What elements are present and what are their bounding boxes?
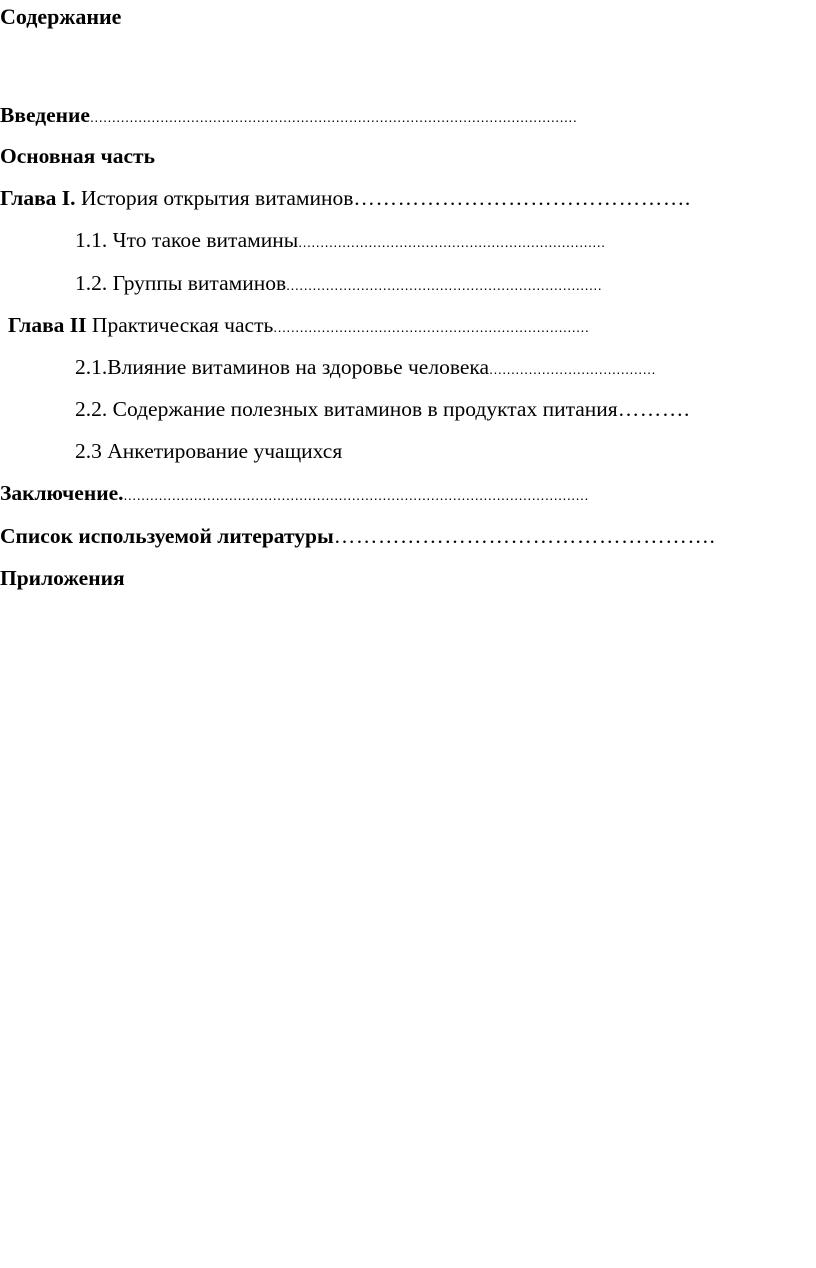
dot-leader: .......................................................................................................... xyxy=(123,487,589,503)
dot-leader: ............................................................................................................... xyxy=(89,109,578,125)
toc-entry-chapter-1 xyxy=(0,183,691,213)
toc-entry-bibliography xyxy=(0,521,715,551)
entry-heading: Основная часть xyxy=(0,144,155,168)
toc-entry-1-1 xyxy=(75,225,606,257)
entry-heading: Список используемой литературы xyxy=(0,524,334,548)
dot-leader: ........................................................................ xyxy=(273,319,590,335)
toc-entry-1-2 xyxy=(75,268,602,300)
toc-entry-conclusion xyxy=(0,478,589,510)
dot-leader: ...................................... xyxy=(489,361,656,377)
entry-heading: Глава II xyxy=(8,313,87,337)
entry-heading: Заключение. xyxy=(0,481,124,505)
page-title: Содержание xyxy=(0,4,122,29)
dot-leader: ………. xyxy=(617,397,690,421)
entry-text: История открытия витаминов xyxy=(75,186,354,210)
toc-entry-appendices xyxy=(0,563,125,593)
dot-leader: ........................................................................ xyxy=(286,277,603,293)
entry-heading: Приложения xyxy=(0,566,125,590)
dot-leader: ……………………………………………. xyxy=(333,524,716,548)
toc-entry-2-2 xyxy=(75,394,690,424)
entry-text: 2.3 Анкетирование учащихся xyxy=(75,439,343,463)
dot-leader: ………………………………………. xyxy=(353,186,691,210)
entry-text: 2.2. Содержание полезных витаминов в продуктах питания xyxy=(75,397,618,421)
entry-heading: Глава I. xyxy=(0,186,76,210)
toc-entry-main-part xyxy=(0,141,155,171)
toc-entry-2-1 xyxy=(75,352,656,384)
entry-text: Практическая часть xyxy=(86,313,274,337)
entry-text: 1.2. Группы витаминов xyxy=(75,271,287,295)
toc-entry-chapter-2 xyxy=(8,310,589,342)
entry-text: 2.1.Влияние витаминов на здоровье человека xyxy=(75,355,490,379)
entry-heading: Введение xyxy=(0,103,90,127)
entry-text: 1.1. Что такое витамины xyxy=(75,228,299,252)
toc-entry-introduction xyxy=(0,100,577,132)
dot-leader: ...................................................................... xyxy=(298,234,606,250)
toc-entry-2-3 xyxy=(75,436,342,466)
